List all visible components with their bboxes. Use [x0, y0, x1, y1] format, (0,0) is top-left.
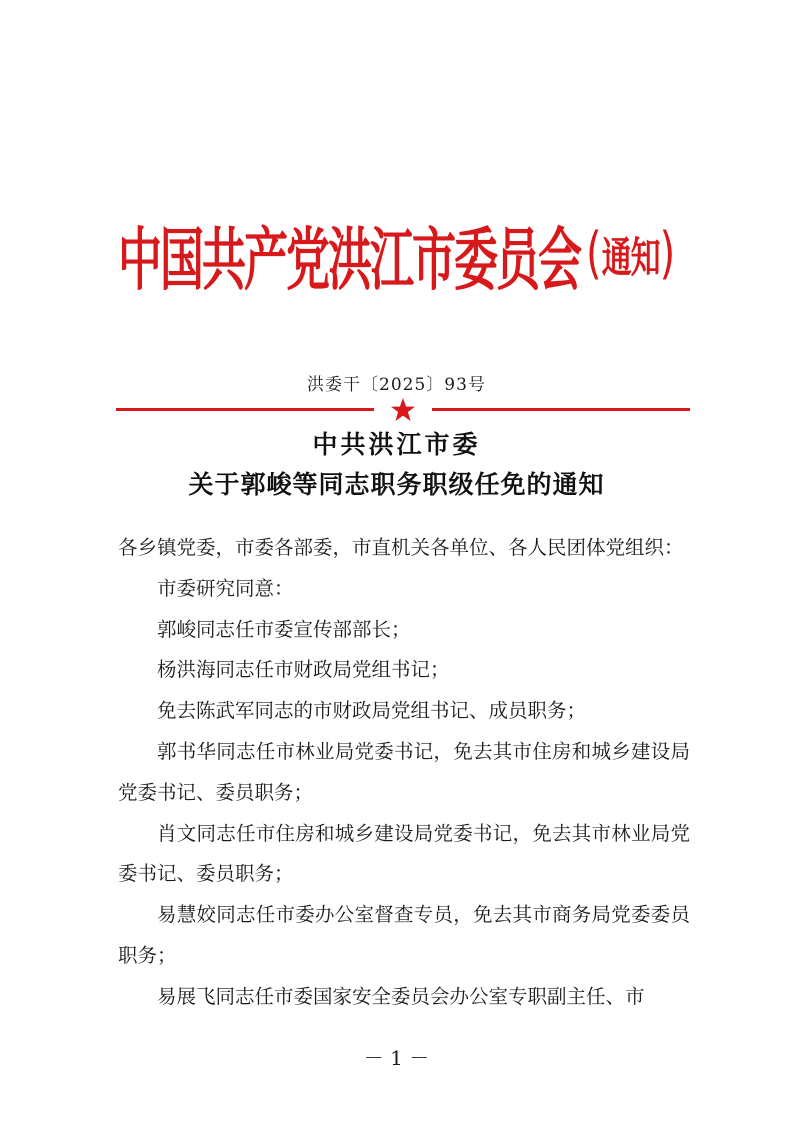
masthead-paren-open: ( — [586, 221, 602, 287]
masthead — [118, 208, 688, 300]
body-paragraph: 市委研究同意： — [157, 576, 294, 600]
page-number: － 1 － — [363, 1046, 430, 1070]
document-number: 洪委干〔2025〕93号 — [307, 375, 486, 395]
body-paragraph: 免去陈武军同志的市财政局党组书记、成员职务； — [157, 699, 587, 723]
red-divider — [116, 398, 690, 422]
body-paragraph: 肖文同志任市住房和城乡建设局党委书记，免去其市林业局党委书记、委员职务； — [118, 821, 690, 886]
divider-line-right — [432, 408, 690, 411]
masthead-paren-close: ) — [659, 221, 676, 287]
document-body — [118, 528, 690, 1018]
body-paragraph: 易展飞同志任市委国家安全委员会办公室专职副主任、市 — [157, 984, 645, 1008]
masthead-title: 中国共产党洪江市委员会 — [118, 221, 580, 301]
masthead-suffix — [586, 222, 675, 286]
body-paragraph: 郭书华同志任市林业局党委书记，免去其市住房和城乡建设局党委书记、委员职务； — [118, 739, 690, 804]
body-paragraph: 易慧姣同志任市委办公室督查专员，免去其市商务局党委委员职务； — [118, 903, 690, 967]
document-title-line-2: 关于郭峻等同志职务职级任免的通知 — [188, 470, 605, 499]
red-star-icon — [390, 397, 416, 423]
document-title-line-1: 中共洪江市委 — [312, 430, 481, 459]
masthead-suffix-word: 通知 — [601, 234, 660, 284]
addressee-line: 各乡镇党委，市委各部委，市直机关各单位、各人民团体党组织： — [118, 536, 684, 559]
body-paragraph: 杨洪海同志任市财政局党组书记； — [157, 658, 450, 682]
divider-line-left — [116, 408, 374, 411]
body-paragraph: 郭峻同志任市委宣传部部长； — [157, 617, 411, 641]
